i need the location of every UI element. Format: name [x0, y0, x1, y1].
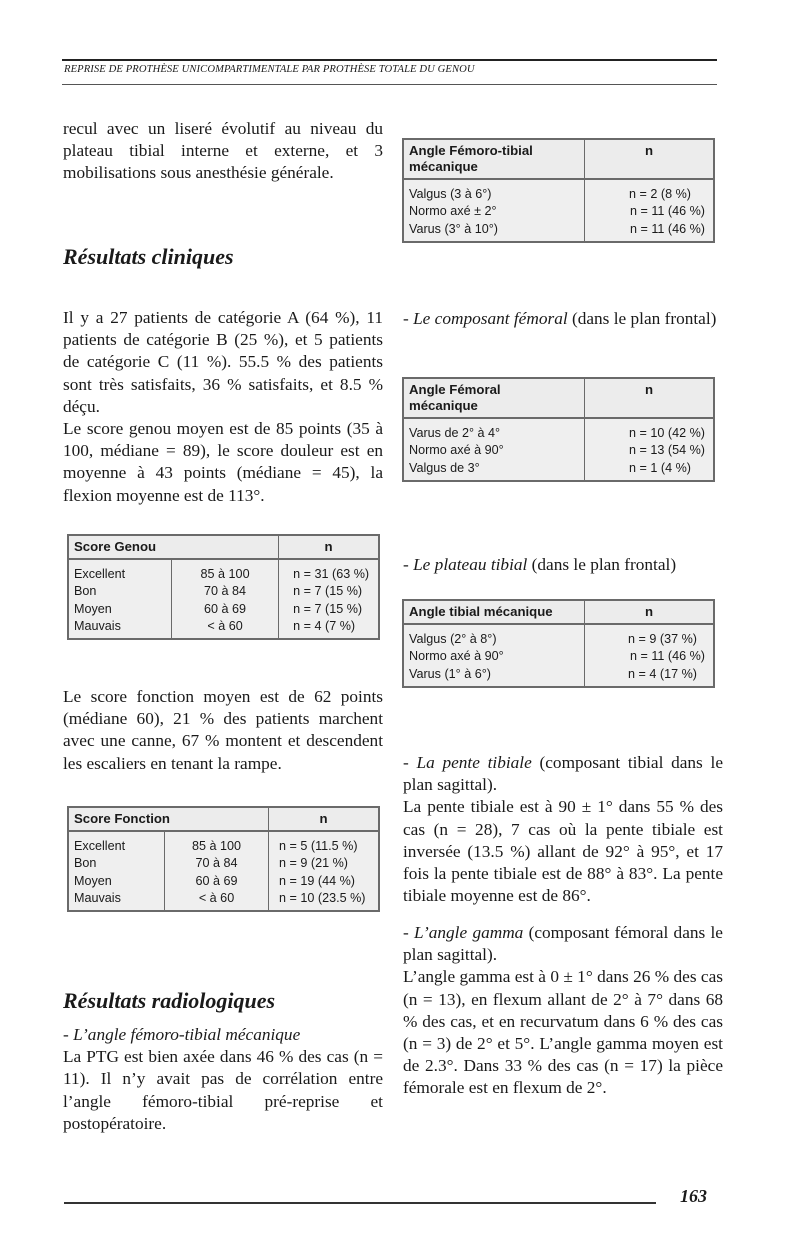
- angle-tibial-table: [402, 599, 715, 688]
- header-line-2: mécanique: [409, 398, 478, 413]
- score-genou-header: Score Genou: [68, 535, 279, 559]
- row-n: n = 5 (11.5 %): [269, 831, 379, 855]
- table-row: [403, 418, 714, 442]
- row-n: n = 10 (42 %): [585, 418, 715, 442]
- clinical-text: [63, 307, 383, 507]
- row-label: Moyen: [74, 873, 112, 888]
- intro-paragraph: recul avec un liseré évolutif au niveau du plateau tibial interne et externe, et 3 mobilisations sous anesthésie générale.: [63, 119, 383, 183]
- table-row: [403, 460, 714, 481]
- row-label: Excellent: [74, 567, 126, 581]
- table-row: [68, 601, 379, 618]
- table-row: [68, 831, 379, 855]
- header-line-1: Angle Fémoro-tibial: [409, 143, 533, 158]
- angle-tibial-n-header: n: [585, 600, 715, 624]
- row-n: n = 9 (37 %): [585, 624, 715, 648]
- clinical-results-heading: Résultats cliniques: [63, 244, 234, 269]
- row-n: n = 10 (23.5 %): [269, 890, 379, 911]
- row-n: n = 13 (54 %): [585, 442, 715, 459]
- footer-rule: [64, 1202, 656, 1204]
- angle-femoro-tibial-n-header: n: [585, 139, 715, 179]
- row-range: 60 à 69: [172, 601, 279, 618]
- score-fonction-header: Score Fonction: [68, 807, 269, 831]
- femoral-intro-italic: - Le composant fémoral: [403, 309, 568, 328]
- row-label: Varus de 2° à 4°: [409, 426, 501, 440]
- row-label: Varus (3° à 10°): [409, 221, 498, 236]
- gamma-text: [403, 922, 723, 1100]
- header-rule-bottom: [62, 84, 717, 85]
- clinical-paragraph-1: Il y a 27 patients de catégorie A (64 %), 11 patients de catégorie B (25 %), et 5 patients de catégorie C (11 %). 55.5 % des patients sont très satisfaits, 36 % satisfaits, et 8.5 % déçu.: [63, 308, 383, 416]
- score-fonction-table: [67, 806, 380, 912]
- table-row: [403, 203, 714, 220]
- header-line-1: Angle Fémoral: [409, 382, 501, 397]
- row-range: < à 60: [172, 618, 279, 639]
- row-n: n = 2 (8 %): [585, 179, 715, 203]
- score-genou-table: [67, 534, 380, 640]
- angle-tibial-header: Angle tibial mécanique: [403, 600, 585, 624]
- row-n: n = 4 (7 %): [279, 618, 379, 639]
- row-label: Normo axé à 90°: [409, 443, 504, 458]
- row-range: 60 à 69: [165, 873, 269, 890]
- table-row: [68, 618, 379, 639]
- angle-femoral-table: [402, 377, 715, 482]
- row-label: Mauvais: [74, 890, 121, 905]
- header-line-2: mécanique: [409, 159, 478, 174]
- radiology-text: [63, 1024, 383, 1135]
- row-label: Bon: [74, 856, 97, 871]
- angle-femoral-n-header: n: [585, 378, 715, 418]
- tibial-intro-italic: - Le plateau tibial: [403, 555, 528, 574]
- page-number: 163: [680, 1186, 707, 1206]
- function-paragraph: Le score fonction moyen est de 62 points (médiane 60), 21 % des patients marchent avec une canne, 67 % montent et descendent les escaliers en tenant la rampe.: [63, 687, 383, 773]
- slope-text: [403, 752, 723, 907]
- table-row: [403, 221, 714, 242]
- row-range: < à 60: [165, 890, 269, 911]
- row-label: Bon: [74, 584, 97, 599]
- tibial-intro: [403, 554, 723, 576]
- angle-femoro-tibial-header: [403, 139, 585, 179]
- row-n: n = 9 (21 %): [269, 855, 379, 872]
- row-label: Moyen: [74, 601, 112, 616]
- row-range: 85 à 100: [165, 831, 269, 855]
- table-row: [68, 583, 379, 600]
- function-text: [63, 686, 383, 775]
- radiology-paragraph: La PTG est bien axée dans 46 % des cas (n = 11). Il n’y avait pas de corrélation entre l’angle fémoro-tibial pré-reprise et postopératoire.: [63, 1047, 383, 1133]
- row-n: n = 19 (44 %): [269, 873, 379, 890]
- gamma-intro-italic: - L’angle gamma: [403, 923, 524, 942]
- table-row: [403, 442, 714, 459]
- table-row: [403, 179, 714, 203]
- header-rule-top: [62, 59, 717, 61]
- slope-intro-rest: (composant tibial dans le plan sagittal).: [403, 753, 723, 795]
- row-label: Mauvais: [74, 618, 121, 633]
- table-row: [68, 855, 379, 872]
- table-row: [68, 873, 379, 890]
- femoral-intro-rest: (dans le plan frontal): [567, 309, 717, 328]
- row-n: n = 7 (15 %): [279, 601, 379, 618]
- slope-paragraph: La pente tibiale est à 90 ± 1° dans 55 % des cas (n = 28), 7 cas où la pente tibiale est inversée (13.5 %) allant de 92° à 95°, et 17 fois la pente tibiale est de 88° à 83°. La pente tibiale moyenne est de 86°.: [403, 797, 723, 906]
- row-label: Excellent: [74, 839, 126, 853]
- row-n: n = 11 (46 %): [585, 221, 715, 242]
- radiology-subheading: - L’angle fémoro-tibial mécanique: [63, 1025, 301, 1044]
- row-n: n = 1 (4 %): [585, 460, 715, 481]
- table-row: [403, 624, 714, 648]
- left-column-top: [63, 118, 383, 185]
- slope-intro-italic: - La pente tibiale: [403, 753, 532, 772]
- row-n: n = 31 (63 %): [279, 559, 379, 583]
- table-row: [403, 648, 714, 665]
- row-label: Normo axé à 90°: [409, 649, 504, 664]
- running-title: REPRISE DE PROTHÈSE UNICOMPARTIMENTALE PAR PROTHÈSE TOTALE DU GENOU: [64, 64, 475, 75]
- score-fonction-n-header: n: [269, 807, 379, 831]
- row-range: 70 à 84: [165, 855, 269, 872]
- femoral-intro: [403, 308, 723, 330]
- score-genou-n-header: n: [279, 535, 379, 559]
- row-n: n = 4 (17 %): [585, 666, 715, 687]
- angle-femoral-header: [403, 378, 585, 418]
- row-range: 85 à 100: [172, 559, 279, 583]
- table-row: [68, 559, 379, 583]
- row-n: n = 11 (46 %): [585, 648, 715, 665]
- row-label: Valgus (2° à 8°): [409, 632, 497, 646]
- table-row: [68, 890, 379, 911]
- radiology-results-heading: Résultats radiologiques: [63, 988, 276, 1013]
- row-label: Normo axé ± 2°: [409, 204, 497, 219]
- gamma-intro-rest: (composant fémoral dans le plan sagittal).: [403, 923, 723, 965]
- row-label: Varus (1° à 6°): [409, 666, 491, 681]
- row-n: n = 7 (15 %): [279, 583, 379, 600]
- tibial-intro-rest: (dans le plan frontal): [527, 555, 677, 574]
- row-label: Valgus de 3°: [409, 460, 480, 475]
- row-n: n = 11 (46 %): [585, 203, 715, 220]
- row-label: Valgus (3 à 6°): [409, 187, 492, 201]
- table-row: [403, 666, 714, 687]
- angle-femoro-tibial-table: [402, 138, 715, 243]
- clinical-paragraph-2: Le score genou moyen est de 85 points (35 à 100, médiane = 89), le score douleur est en moyenne à 43 points (médiane = 45), la flexion moyenne est de 113°.: [63, 419, 383, 505]
- row-range: 70 à 84: [172, 583, 279, 600]
- gamma-paragraph: L’angle gamma est à 0 ± 1° dans 26 % des cas (n = 13), en flexum allant de 2° à 7° dans 68 % des cas, et en recurvatum dans 6 % des cas (n = 3) de 2° et 5°. L’angle gamma moyen est de 2.3°. Dans 33 % des cas (n = 17) la pièce fémorale est en flexum de 2°.: [403, 967, 723, 1098]
